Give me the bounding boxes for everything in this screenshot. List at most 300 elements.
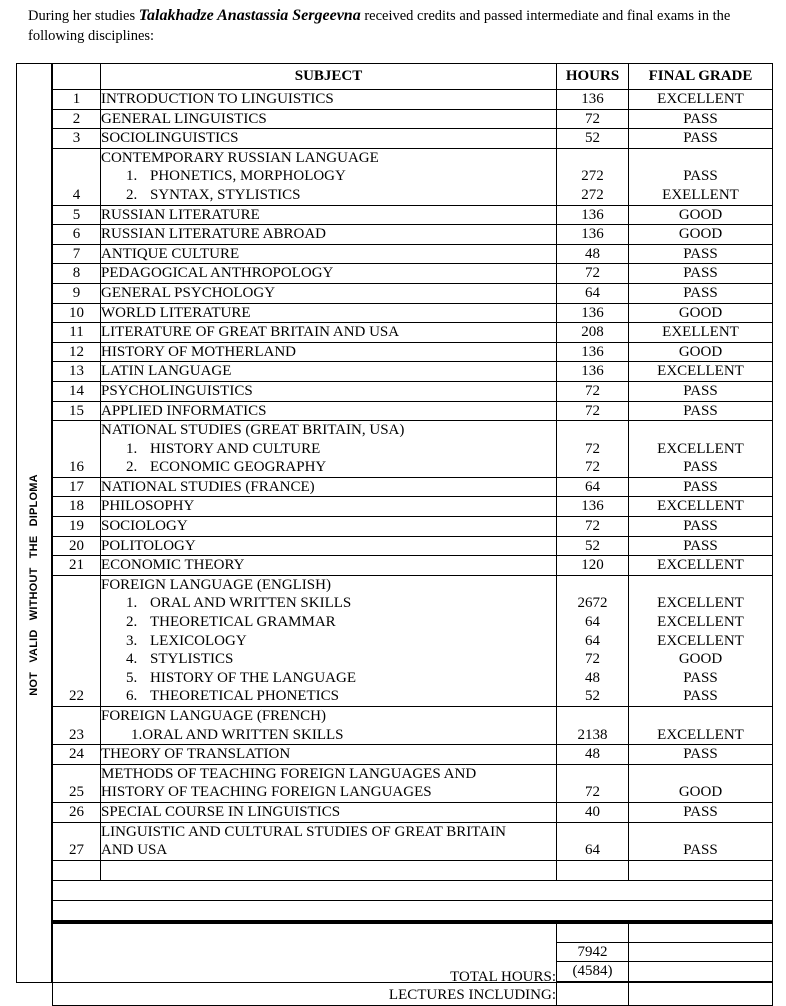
table-body <box>53 90 773 861</box>
header-hours: HOURS <box>557 64 629 90</box>
grade-cell <box>629 342 773 362</box>
subject-subitem <box>101 167 556 186</box>
grade-cell <box>629 109 773 129</box>
subject-subitem <box>101 669 556 688</box>
hours-value: 136 <box>581 498 604 515</box>
subject-cell <box>101 575 557 706</box>
hours-cell <box>557 575 629 706</box>
subitem-number: 2. <box>126 459 138 476</box>
hours-cell <box>557 244 629 264</box>
grade-cell <box>629 745 773 765</box>
side-column <box>16 63 52 983</box>
subitem-hours: 64 <box>585 614 600 631</box>
row-number: 27 <box>53 822 101 860</box>
grade-value: EXCELLENT <box>657 557 744 574</box>
grade-value: GOOD <box>678 304 723 321</box>
subject-title: FOREIGN LANGUAGE (FRENCH) <box>101 708 326 724</box>
empty-cell <box>53 860 101 880</box>
hours-value: 72 <box>585 110 600 127</box>
subject-label: HISTORY OF MOTHERLAND <box>101 343 297 360</box>
subject-label: POLITOLOGY <box>101 537 196 554</box>
totals-end-hours <box>557 981 629 1005</box>
subitem-label: HISTORY OF THE LANGUAGE <box>150 669 356 686</box>
subject-cell <box>101 421 557 478</box>
subject-subitem <box>101 726 556 745</box>
subject-cell <box>101 401 557 421</box>
grade-blank <box>629 421 772 440</box>
grade-value: EXCELLENT <box>657 498 744 515</box>
hours-cell <box>557 517 629 537</box>
subitem-grade: PASS <box>683 459 718 476</box>
table-header-row <box>53 64 773 90</box>
table-row <box>53 401 773 421</box>
grade-blank <box>629 707 772 726</box>
subitem-hours: 52 <box>585 688 600 705</box>
subject-subitem <box>101 594 556 613</box>
header-grade: FINAL GRADE <box>629 64 773 90</box>
totals-blank-grade <box>629 922 773 943</box>
table-row <box>53 264 773 284</box>
grade-cell <box>629 303 773 323</box>
table-row <box>53 244 773 264</box>
table-row <box>53 421 773 478</box>
subject-label: LITERATURE OF GREAT BRITAIN AND USA <box>101 324 400 341</box>
grade-value: GOOD <box>678 784 723 801</box>
grade-value: PASS <box>683 803 718 820</box>
hours-blank <box>557 707 628 726</box>
totals-row-blank <box>53 922 773 943</box>
grade-value: PASS <box>683 746 718 763</box>
subject-cell <box>101 244 557 264</box>
hours-cell <box>557 90 629 110</box>
empty-cell <box>629 860 773 880</box>
subject-label: INTRODUCTION TO LINGUISTICS <box>101 91 334 107</box>
subitem-number: 1. <box>126 440 138 457</box>
subject-cell <box>101 148 557 205</box>
header-num <box>53 64 101 90</box>
subitem-hours: 48 <box>585 669 600 686</box>
table-row <box>53 556 773 576</box>
empty-row <box>53 860 773 880</box>
subject-subitem <box>101 650 556 669</box>
row-number: 14 <box>53 381 101 401</box>
row-number: 24 <box>53 745 101 765</box>
subject-cell <box>101 381 557 401</box>
subject-cell <box>101 362 557 382</box>
subitem-grade: EXELLENT <box>662 186 739 203</box>
subitem-grade: EXCELLENT <box>657 726 744 743</box>
grade-cell <box>629 323 773 343</box>
hours-value: 64 <box>585 842 600 859</box>
subject-cell <box>101 109 557 129</box>
row-number: 4 <box>53 148 101 205</box>
subitem-number: 2. <box>126 614 138 631</box>
grade-value: PASS <box>683 284 718 301</box>
subject-label: RUSSIAN LITERATURE ABROAD <box>101 226 327 243</box>
grade-value: PASS <box>683 382 718 399</box>
row-number: 12 <box>53 342 101 362</box>
grade-value: PASS <box>683 265 718 282</box>
grade-cell <box>629 477 773 497</box>
row-number: 21 <box>53 556 101 576</box>
table-row <box>53 497 773 517</box>
table-row <box>53 536 773 556</box>
validity-notice: NOT VALID WITHOUT THE DIPLOMA <box>28 474 40 696</box>
subject-cell <box>101 822 557 860</box>
subject-cell <box>101 477 557 497</box>
subject-subitem <box>101 632 556 651</box>
table-row <box>53 764 773 802</box>
hours-value: 136 <box>581 206 604 223</box>
subitem-label: THEORETICAL GRAMMAR <box>150 614 336 631</box>
subitem-number: 1. <box>126 168 138 185</box>
hours-cell <box>557 401 629 421</box>
subject-label: WORLD LITERATURE <box>101 304 251 321</box>
hours-blank <box>557 149 628 168</box>
hours-cell <box>557 497 629 517</box>
subject-cell <box>101 323 557 343</box>
hours-cell <box>557 342 629 362</box>
subject-cell <box>101 536 557 556</box>
subject-line: HISTORY OF TEACHING FOREIGN LANGUAGES <box>101 784 432 801</box>
student-name: Talakhadze Anastassia Sergeevna <box>138 7 361 24</box>
table-row <box>53 129 773 149</box>
row-number: 11 <box>53 323 101 343</box>
empty-span-row <box>53 900 773 922</box>
totals-labels <box>53 922 557 1006</box>
table-row <box>53 283 773 303</box>
grade-cell <box>629 283 773 303</box>
table-row <box>53 342 773 362</box>
grade-cell <box>629 244 773 264</box>
grade-value: GOOD <box>678 206 723 223</box>
subject-cell <box>101 205 557 225</box>
empty-span-cell <box>53 880 773 900</box>
subitem-grade: EXCELLENT <box>657 632 744 649</box>
empty-span-cell <box>53 900 773 922</box>
hours-value: 120 <box>581 557 604 574</box>
lectures-grade-cell <box>629 962 773 982</box>
subitem-label: ECONOMIC GEOGRAPHY <box>150 459 327 476</box>
grade-value: EXELLENT <box>662 324 739 341</box>
subitem-number: 6. <box>126 688 138 705</box>
subject-cell <box>101 303 557 323</box>
subject-title: NATIONAL STUDIES (GREAT BRITAIN, USA) <box>101 422 405 439</box>
row-number: 22 <box>53 575 101 706</box>
grade-cell <box>629 90 773 110</box>
subitem-label: ORAL AND WRITTEN SKILLS <box>142 726 344 743</box>
subitem-label: SYNTAX, STYLISTICS <box>150 186 301 203</box>
subject-label: PEDAGOGICAL ANTHROPOLOGY <box>101 265 334 282</box>
row-number: 18 <box>53 497 101 517</box>
grade-value: GOOD <box>678 226 723 243</box>
hours-value: 136 <box>581 304 604 321</box>
subject-cell <box>101 517 557 537</box>
grade-value: PASS <box>683 130 718 147</box>
hours-value: 40 <box>585 803 600 820</box>
hours-cell <box>557 225 629 245</box>
subject-label: PSYCHOLINGUISTICS <box>101 382 253 399</box>
hours-cell <box>557 148 629 205</box>
hours-value: 136 <box>581 343 604 360</box>
subitem-number: 5. <box>126 669 138 686</box>
subitem-grade: EXCELLENT <box>657 595 744 612</box>
row-number: 2 <box>53 109 101 129</box>
total-hours-label: TOTAL HOURS: <box>450 968 556 985</box>
subitem-grade: EXCELLENT <box>657 440 744 457</box>
header-subject: SUBJECT <box>101 64 557 90</box>
grades-table <box>52 63 773 1006</box>
subject-cell <box>101 556 557 576</box>
subitem-hours: 2138 <box>577 726 608 743</box>
subject-title: CONTEMPORARY RUSSIAN LANGUAGE <box>101 149 379 166</box>
empty-cell <box>557 860 629 880</box>
hours-cell <box>557 745 629 765</box>
grade-cell <box>629 707 773 745</box>
subitem-grade: EXCELLENT <box>657 614 744 631</box>
totals-end-grade <box>629 981 773 1005</box>
table-row <box>53 477 773 497</box>
total-hours-grade-cell <box>629 942 773 962</box>
grade-cell <box>629 802 773 822</box>
subitem-grade: PASS <box>683 688 718 705</box>
subitem-hours: 72 <box>585 651 600 668</box>
table-row <box>53 109 773 129</box>
grade-value: PASS <box>683 842 718 859</box>
hours-cell <box>557 822 629 860</box>
row-number: 5 <box>53 205 101 225</box>
subject-line: LINGUISTIC AND CULTURAL STUDIES OF GREAT BRITAIN <box>101 823 506 840</box>
grade-value: PASS <box>683 402 718 419</box>
row-number: 17 <box>53 477 101 497</box>
grade-blank <box>629 576 772 595</box>
hours-value: 64 <box>585 284 600 301</box>
row-number: 3 <box>53 129 101 149</box>
hours-value: 48 <box>585 746 600 763</box>
intro-suffix: received credits and passed intermediate and final exams in the following disciplines: <box>28 8 731 44</box>
subitem-label: THEORETICAL PHONETICS <box>150 688 340 705</box>
subitem-label: STYLISTICS <box>150 651 234 668</box>
subject-cell <box>101 129 557 149</box>
subject-label: GENERAL PSYCHOLOGY <box>101 284 276 301</box>
grade-value: PASS <box>683 518 718 535</box>
hours-cell <box>557 536 629 556</box>
subject-cell <box>101 707 557 745</box>
subitem-label: HISTORY AND CULTURE <box>150 440 321 457</box>
subitem-label: ORAL AND WRITTEN SKILLS <box>150 595 352 612</box>
subitem-grade: PASS <box>683 168 718 185</box>
grade-cell <box>629 517 773 537</box>
grade-value: EXCELLENT <box>657 91 744 107</box>
subject-label: SOCIOLOGY <box>101 518 188 535</box>
subject-label: GENERAL LINGUISTICS <box>101 110 267 127</box>
hours-cell <box>557 109 629 129</box>
table-row <box>53 225 773 245</box>
subitem-number: 1. <box>126 595 138 612</box>
subject-label: ANTIQUE CULTURE <box>101 245 240 262</box>
subitem-hours: 2672 <box>577 595 608 612</box>
hours-value: 52 <box>585 130 600 147</box>
hours-cell <box>557 129 629 149</box>
subitem-hours: 64 <box>585 632 600 649</box>
table-row <box>53 362 773 382</box>
subitem-label: LEXICOLOGY <box>150 632 247 649</box>
grade-cell <box>629 148 773 205</box>
hours-value: 72 <box>585 402 600 419</box>
grade-cell <box>629 575 773 706</box>
subject-cell <box>101 745 557 765</box>
grade-cell <box>629 822 773 860</box>
row-number: 6 <box>53 225 101 245</box>
subject-subitem <box>101 458 556 477</box>
subject-cell <box>101 764 557 802</box>
hours-cell <box>557 264 629 284</box>
subject-cell <box>101 264 557 284</box>
grade-value: PASS <box>683 478 718 495</box>
hours-cell <box>557 477 629 497</box>
empty-span-row <box>53 880 773 900</box>
table-row <box>53 707 773 745</box>
row-number: 13 <box>53 362 101 382</box>
table-footer <box>53 860 773 1005</box>
grade-cell <box>629 401 773 421</box>
row-number: 16 <box>53 421 101 478</box>
subject-subitem <box>101 186 556 205</box>
row-number: 20 <box>53 536 101 556</box>
hours-cell <box>557 303 629 323</box>
hours-value: 72 <box>585 265 600 282</box>
subject-label: LATIN LANGUAGE <box>101 363 232 380</box>
subitem-number: 2. <box>126 186 138 203</box>
grade-cell <box>629 264 773 284</box>
total-hours-value: 7942 <box>557 942 629 962</box>
hours-cell <box>557 421 629 478</box>
row-number: 1 <box>53 90 101 110</box>
table-row <box>53 303 773 323</box>
subitem-hours: 272 <box>581 168 604 185</box>
subject-label: NATIONAL STUDIES (FRANCE) <box>101 478 315 495</box>
lectures-value: (4584) <box>557 962 629 982</box>
subject-cell <box>101 90 557 110</box>
hours-cell <box>557 323 629 343</box>
hours-cell <box>557 362 629 382</box>
hours-cell <box>557 205 629 225</box>
hours-blank <box>557 576 628 595</box>
row-number: 8 <box>53 264 101 284</box>
subject-label: RUSSIAN LITERATURE <box>101 206 260 223</box>
subject-cell <box>101 342 557 362</box>
grade-value: PASS <box>683 537 718 554</box>
subject-label: SPECIAL COURSE IN LINGUISTICS <box>101 803 341 820</box>
hours-cell <box>557 381 629 401</box>
subject-label: ECONOMIC THEORY <box>101 557 245 574</box>
row-number: 15 <box>53 401 101 421</box>
subject-title: FOREIGN LANGUAGE (ENGLISH) <box>101 576 331 593</box>
hours-cell <box>557 556 629 576</box>
subject-label: THEORY OF TRANSLATION <box>101 746 291 763</box>
row-number: 10 <box>53 303 101 323</box>
table-row <box>53 745 773 765</box>
hours-value: 48 <box>585 245 600 262</box>
hours-value: 72 <box>585 382 600 399</box>
subitem-label: PHONETICS, MORPHOLOGY <box>150 168 346 185</box>
subject-line: AND USA <box>101 842 168 859</box>
hours-value: 52 <box>585 537 600 554</box>
grade-cell <box>629 205 773 225</box>
grade-cell <box>629 362 773 382</box>
subject-cell <box>101 497 557 517</box>
subitem-number: 4. <box>126 651 138 668</box>
hours-value: 72 <box>585 518 600 535</box>
grade-cell <box>629 497 773 517</box>
grade-cell <box>629 129 773 149</box>
row-number: 23 <box>53 707 101 745</box>
subitem-grade: GOOD <box>678 651 723 668</box>
row-number: 9 <box>53 283 101 303</box>
subject-subitem <box>101 613 556 632</box>
subject-cell <box>101 225 557 245</box>
hours-blank <box>557 421 628 440</box>
table-row <box>53 822 773 860</box>
row-number: 25 <box>53 764 101 802</box>
empty-cell <box>101 860 557 880</box>
grade-cell <box>629 225 773 245</box>
grade-blank <box>629 149 772 168</box>
hours-value: 136 <box>581 226 604 243</box>
grade-value: PASS <box>683 245 718 262</box>
totals-blank-hours <box>557 922 629 943</box>
grade-value: GOOD <box>678 343 723 360</box>
table-row <box>53 148 773 205</box>
grade-value: PASS <box>683 110 718 127</box>
subject-label: APPLIED INFORMATICS <box>101 402 267 419</box>
table-row <box>53 517 773 537</box>
subitem-hours: 272 <box>581 186 604 203</box>
hours-value: 64 <box>585 478 600 495</box>
subitem-hours: 72 <box>585 459 600 476</box>
grade-cell <box>629 381 773 401</box>
table-row <box>53 575 773 706</box>
table-row <box>53 90 773 110</box>
subitem-number: 1. <box>131 726 143 743</box>
hours-cell <box>557 283 629 303</box>
intro-prefix: During her studies <box>28 8 139 24</box>
grade-cell <box>629 764 773 802</box>
hours-cell <box>557 764 629 802</box>
hours-value: 136 <box>581 91 604 107</box>
subitem-hours: 72 <box>585 440 600 457</box>
subitem-grade: PASS <box>683 669 718 686</box>
subject-label: PHILOSOPHY <box>101 498 195 515</box>
row-number: 19 <box>53 517 101 537</box>
subject-label: SOCIOLINGUISTICS <box>101 130 239 147</box>
table-row <box>53 323 773 343</box>
hours-cell <box>557 802 629 822</box>
subject-cell <box>101 283 557 303</box>
subitem-number: 3. <box>126 632 138 649</box>
hours-value: 208 <box>581 324 604 341</box>
table-row <box>53 381 773 401</box>
grade-cell <box>629 556 773 576</box>
hours-cell <box>557 707 629 745</box>
grade-cell <box>629 421 773 478</box>
hours-value: 136 <box>581 363 604 380</box>
grade-cell <box>629 536 773 556</box>
subject-cell <box>101 802 557 822</box>
subject-line: METHODS OF TEACHING FOREIGN LANGUAGES AND <box>101 765 477 782</box>
table-row <box>53 205 773 225</box>
intro-paragraph <box>28 6 778 46</box>
